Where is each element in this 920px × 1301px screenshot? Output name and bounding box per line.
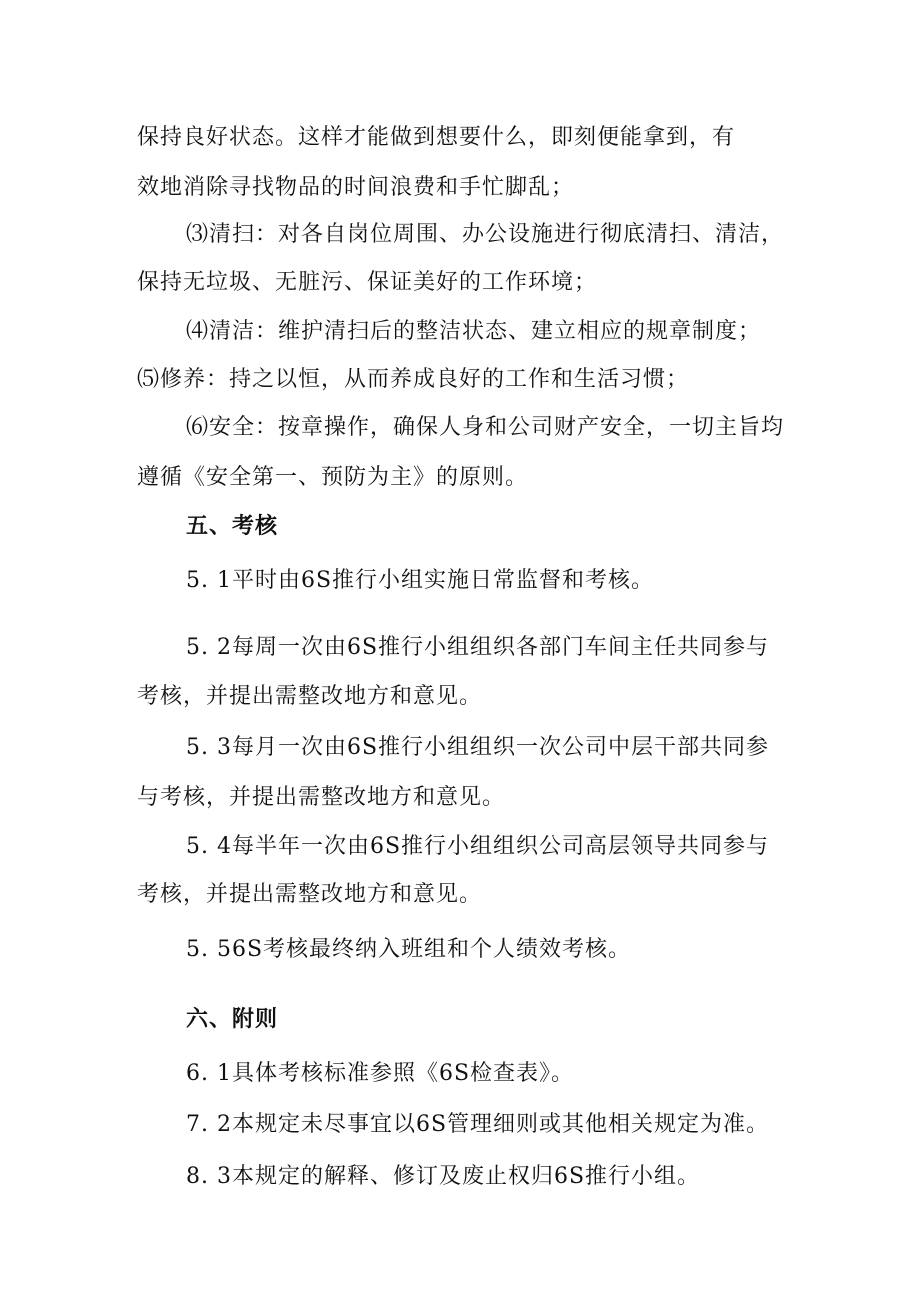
list-item-cleaning: ⑶清扫：对各自岗位周围、办公设施进行彻底清扫、清洁，: [186, 222, 785, 247]
clause-8-3: 8. 3本规定的解释、修订及废止权归6S推行小组。: [186, 1164, 701, 1189]
clause-5-2: 5. 2每周一次由6S推行小组组织各部门车间主任共同参与: [186, 635, 770, 660]
clause-5-1: 5. 1平时由6S推行小组实施日常监督和考核。: [186, 568, 655, 593]
list-item-safety: ⑹安全：按章操作，确保人身和公司财产安全，一切主旨均: [186, 415, 785, 440]
list-item-tidiness: ⑷清洁：维护清扫后的整洁状态、建立相应的规章制度；: [186, 319, 762, 344]
section-heading-assessment: 五、考核: [186, 514, 279, 539]
clause-7-2: 7. 2本规定未尽事宜以6S管理细则或其他相关规定为准。: [186, 1112, 770, 1137]
body-text-line: 与考核，并提出需整改地方和意见。: [137, 785, 506, 810]
clause-5-3: 5. 3每月一次由6S推行小组组织一次公司中层干部共同参: [186, 735, 770, 760]
clause-5-4: 5. 4每半年一次由6S推行小组组织公司高层领导共同参与: [186, 834, 770, 859]
list-item-cultivation: ⑸修养：持之以恒，从而养成良好的工作和生活习惯；: [137, 367, 690, 392]
body-text-line: 效地消除寻找物品的时间浪费和手忙脚乱；: [137, 175, 575, 200]
clause-6-1: 6. 1具体考核标准参照《6S检查表》。: [186, 1061, 575, 1086]
body-text-line: 保持良好状态。这样才能做到想要什么，即刻便能拿到，有: [137, 125, 736, 150]
body-text-line: 考核，并提出需整改地方和意见。: [137, 684, 483, 709]
body-text-line: 保持无垃圾、无脏污、保证美好的工作环境；: [137, 270, 598, 295]
body-text-line: 考核，并提出需整改地方和意见。: [137, 882, 483, 907]
body-text-line: 遵循《安全第一、预防为主》的原则。: [137, 465, 529, 490]
clause-5-5: 5. 56S考核最终纳入班组和个人绩效考核。: [186, 937, 632, 962]
section-heading-appendix: 六、附则: [186, 1007, 279, 1032]
